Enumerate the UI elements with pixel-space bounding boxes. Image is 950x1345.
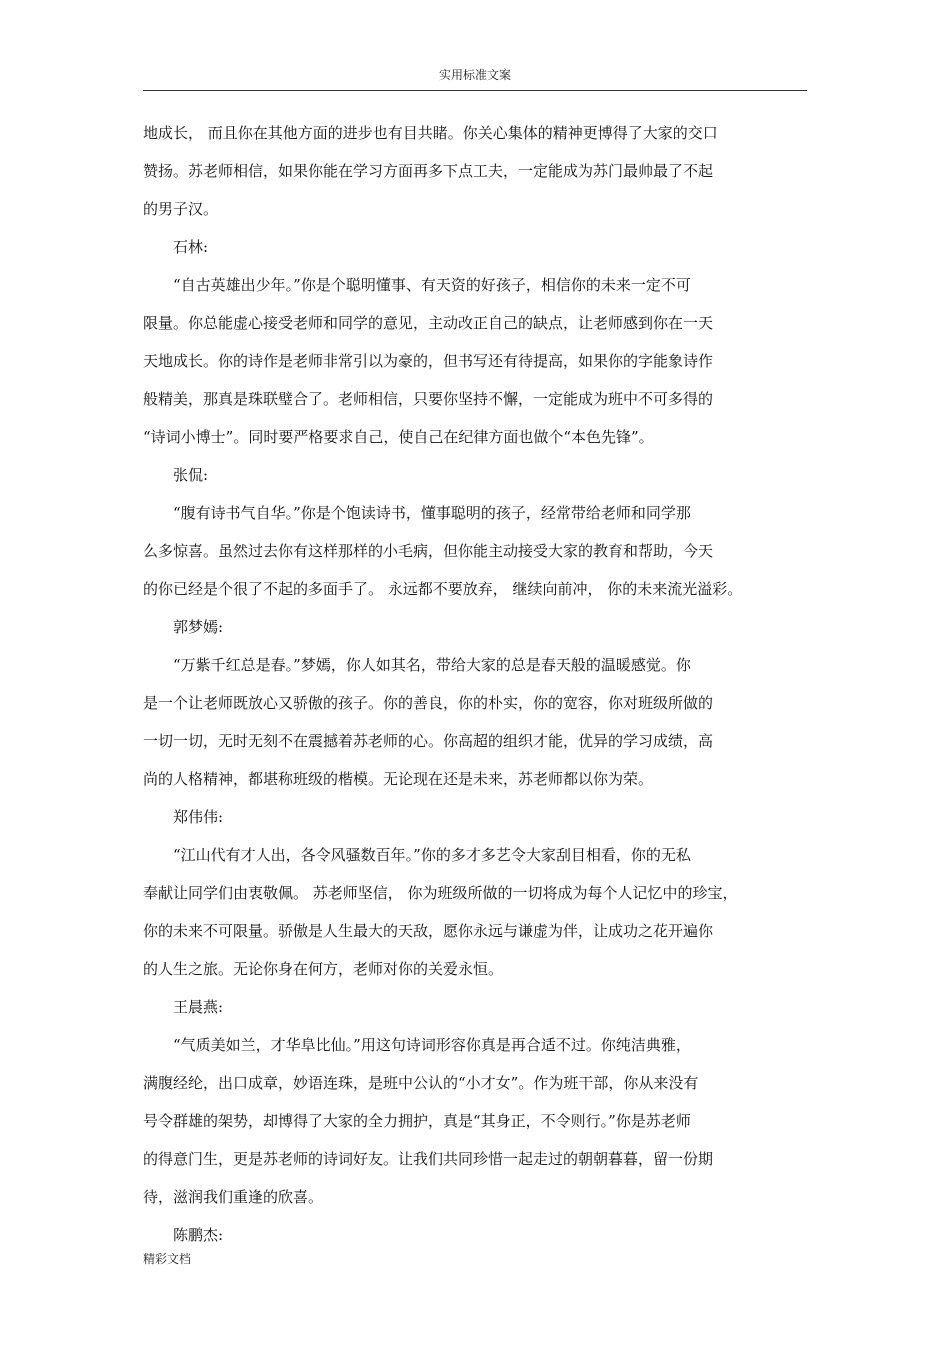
text-line: 的人生之旅。无论你身在何方，老师对你的关爱永恒。 — [143, 960, 504, 978]
text-line: 奉献让同学们由衷敬佩。 苏老师坚信， 你为班级所做的一切将成为每个人记忆中的珍宝， — [143, 884, 738, 902]
text-line: 的得意门生，更是苏老师的诗词好友。让我们共同珍惜一起走过的朝朝暮暮，留一份期 — [143, 1150, 714, 1168]
text-line: 尚的人格精神，都堪称班级的楷模。无论现在还是未来，苏老师都以你为荣。 — [143, 770, 654, 788]
student-name: 郭梦嫣: — [173, 618, 224, 636]
page-footer: 精彩文档 — [143, 1252, 192, 1266]
text-line: 地成长， 而且你在其他方面的进步也有目共睹。你关心集体的精神更博得了大家的交口 — [143, 124, 718, 142]
text-line: “万紫千红总是春。”梦嫣，你人如其名，带给大家的总是春天般的温暖感觉。你 — [173, 656, 691, 674]
text-line: 待，滋润我们重逢的欣喜。 — [143, 1188, 324, 1206]
text-line: 么多惊喜。虽然过去你有这样那样的小毛病，但你能主动接受大家的教育和帮助，今天 — [143, 542, 714, 560]
student-name: 石林: — [173, 238, 209, 256]
text-line: 满腹经纶，出口成章，妙语连珠，是班中公认的“小才女”。作为班干部，你从来没有 — [143, 1074, 699, 1092]
text-line: 一切一切，无时无刻不在震撼着苏老师的心。你高超的组织才能，优异的学习成绩，高 — [143, 732, 714, 750]
student-name: 陈鹏杰: — [173, 1226, 224, 1244]
page-header: 实用标准文案 — [438, 68, 511, 82]
text-line: 号令群雄的架势，却博得了大家的全力拥护，真是“其身正，不令则行。”你是苏老师 — [143, 1112, 691, 1130]
text-line: 限量。你总能虚心接受老师和同学的意见，主动改正自己的缺点，让老师感到你在一天 — [143, 314, 714, 332]
text-line: 你的未来不可限量。骄傲是人生最大的天敌，愿你永远与谦虚为伴，让成功之花开遍你 — [143, 922, 714, 940]
text-line: 的你已经是个很了不起的多面手了。 永远都不要放弃， 继续向前冲， 你的未来流光溢彩。 — [143, 580, 743, 598]
text-line: “江山代有才人出，各令风骚数百年。”你的多才多艺令大家刮目相看，你的无私 — [173, 846, 691, 864]
student-name: 张侃: — [173, 466, 209, 484]
text-line: “诗词小博士”。同时要严格要求自己，使自己在纪律方面也做个“本色先锋”。 — [143, 428, 654, 446]
student-name: 郑伟伟: — [173, 808, 224, 826]
text-line: 天地成长。你的诗作是老师非常引以为豪的，但书写还有待提高，如果你的字能象诗作 — [143, 352, 714, 370]
text-line: 般精美，那真是珠联璧合了。老师相信，只要你坚持不懈，一定能成为班中不可多得的 — [143, 390, 714, 408]
student-name: 王晨燕: — [173, 998, 224, 1016]
text-line: 的男子汉。 — [143, 200, 219, 218]
text-line: “腹有诗书气自华。”你是个饱读诗书，懂事聪明的孩子，经常带给老师和同学那 — [173, 504, 691, 522]
text-line: “自古英雄出少年。”你是个聪明懂事、有天资的好孩子，相信你的未来一定不可 — [173, 276, 691, 294]
text-line: 赞扬。苏老师相信，如果你能在学习方面再多下点工夫，一定能成为苏门最帅最了不起 — [143, 162, 714, 180]
text-line: 是一个让老师既放心又骄傲的孩子。你的善良，你的朴实，你的宽容，你对班级所做的 — [143, 694, 714, 712]
header-rule — [143, 90, 807, 91]
text-line: “气质美如兰，才华阜比仙。”用这句诗词形容你真是再合适不过。你纯洁典雅， — [173, 1036, 691, 1054]
